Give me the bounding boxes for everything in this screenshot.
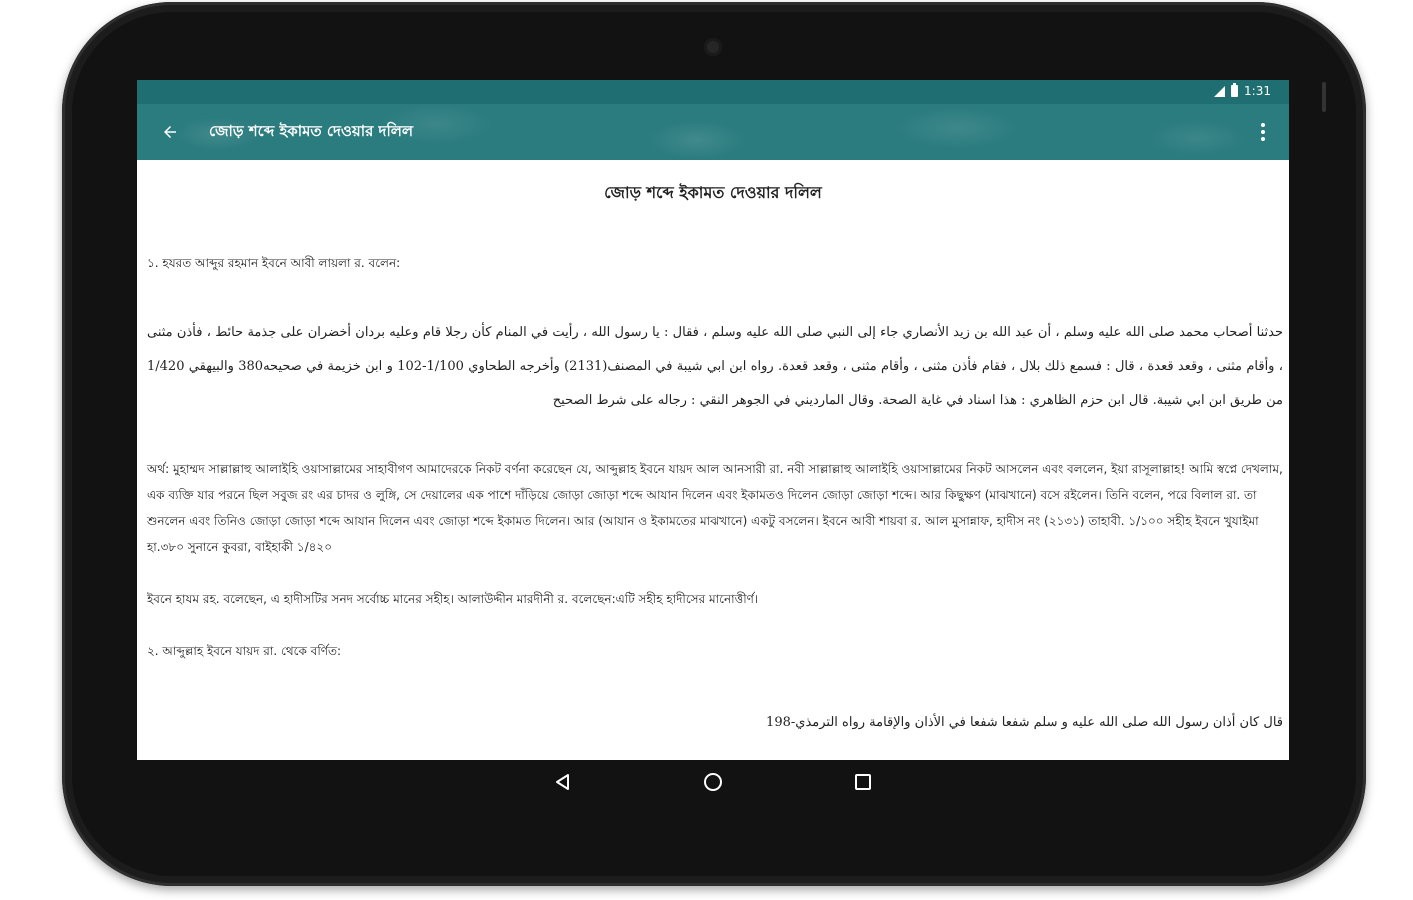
more-vertical-icon[interactable] — [1251, 118, 1275, 146]
nav-back-triangle-icon — [554, 773, 572, 791]
status-bar — [137, 80, 1289, 104]
paragraph-3: ইবনে হাযম রহ. বলেছেন, এ হাদীসটির সনদ সর্বোচ্চ মানের সহীহ। আলাউদ্দীন মারদীনী র. বলেছেন:এটি সহীহ হাদীসের মানোত্তীর্ণ। — [147, 592, 759, 606]
nav-recents-button[interactable] — [848, 767, 878, 797]
system-nav-bar — [137, 760, 1289, 804]
arrow-left-icon — [161, 123, 179, 141]
app-bar — [137, 104, 1289, 160]
arabic-hadith-1: حدثنا أصحاب محمد صلى الله عليه وسلم ، أن عبد الله بن زيد الأنصاري جاء إلى النبي صلى الله عليه وسلم ، فقال : يا رسول الله ، رأيت في المنام كأن رجلا قام وعليه بردان أخضران على جذمة حائط ، فأذن مثنى ، وأقام مثنى ، وقعد قعدة ، قال : فسمع ذلك بلال ، فقام فأذن مثنى ، وأقام مثنى ، وقعد قعدة. رواه ابن ابي شيبة في المصنف(2131) وأخرجه الطحاوي 1/100-102 و ابن خزيمة في صحيحه380 والبيهقي 1/420 من طريق ابن ابي شيبة. قال ابن حزم الظاهري : هذا اسناد في غاية الصحة. وقال المارديني في الجوهر النقي : رجاله على شرط الصحيح — [147, 325, 1283, 408]
back-button[interactable] — [155, 117, 185, 147]
paragraph-4: ২. আব্দুল্লাহ ইবনে যায়দ রা. থেকে বর্ণিত: — [147, 644, 342, 658]
nav-home-button[interactable] — [698, 767, 728, 797]
article-heading: জোড় শব্দে ইকামত দেওয়ার দলিল — [604, 183, 822, 202]
device-screen — [137, 80, 1289, 760]
paragraph-1: ১. হযরত আব্দুর রহমান ইবনে আবী লায়লা র. বলেন: — [147, 256, 401, 270]
app-title: জোড় শব্দে ইকামত দেওয়ার দলিল — [209, 122, 414, 140]
cellular-signal-icon — [1214, 86, 1225, 97]
status-indicators — [1214, 84, 1271, 98]
front-camera — [704, 38, 722, 56]
nav-recents-square-icon — [854, 773, 872, 791]
nav-back-button[interactable] — [548, 767, 578, 797]
arabic-hadith-2: قال كان أذان رسول الله صلى الله عليه و سلم شفعا شفعا في الأذان والإقامة رواه الترمذي-198 — [766, 715, 1283, 730]
status-time: 1:31 — [1244, 84, 1271, 98]
article-content[interactable] — [137, 160, 1289, 760]
nav-home-circle-icon — [703, 772, 723, 792]
paragraph-translation: অর্থ: মুহাম্মদ সাল্লাল্লাহু আলাইহি ওয়াসাল্লামের সাহাবীগণ আমাদেরকে নিকট বর্ণনা করেছেন যে, আব্দুল্লাহ ইবনে যায়দ আল আনসারী রা. নবী সাল্লাল্লাহু আলাইহি ওয়াসাল্লামের নিকট আসলেন এবং বললেন, ইয়া রাসূলাল্লাহ! আমি স্বপ্নে দেখলাম, এক ব্যক্তি যার পরনে ছিল সবুজ রং এর চাদর ও লুঙ্গি, সে দেয়ালের এক পাশে দাঁড়িয়ে জোড়া জোড়া শব্দে আযান দিলেন এবং ইকামতও দিলেন জোড়া জোড়া শব্দে। আর কিছুক্ষণ (মাঝখানে) বসে রইলেন। তিনি বলেন, পরে বিলাল রা. তা শুনলেন এবং তিনিও জোড়া জোড়া শব্দে আযান দিলেন এবং জোড়া শব্দে ইকামত দিলেন। আর (আযান ও ইকামতের মাঝখানে) একটু বসলেন। ইবনে আবী শায়বা র. আল মুসান্নাফ, হাদীস নং (২১৩১) তাহাবী. ১/১০০ সহীহ ইবনে খুযাইমা হা.৩৮০ সুনানে কুবরা, বাইহাকী ১/৪২০ — [147, 462, 1283, 554]
battery-icon — [1231, 85, 1238, 97]
tablet-side-button — [1322, 82, 1326, 112]
